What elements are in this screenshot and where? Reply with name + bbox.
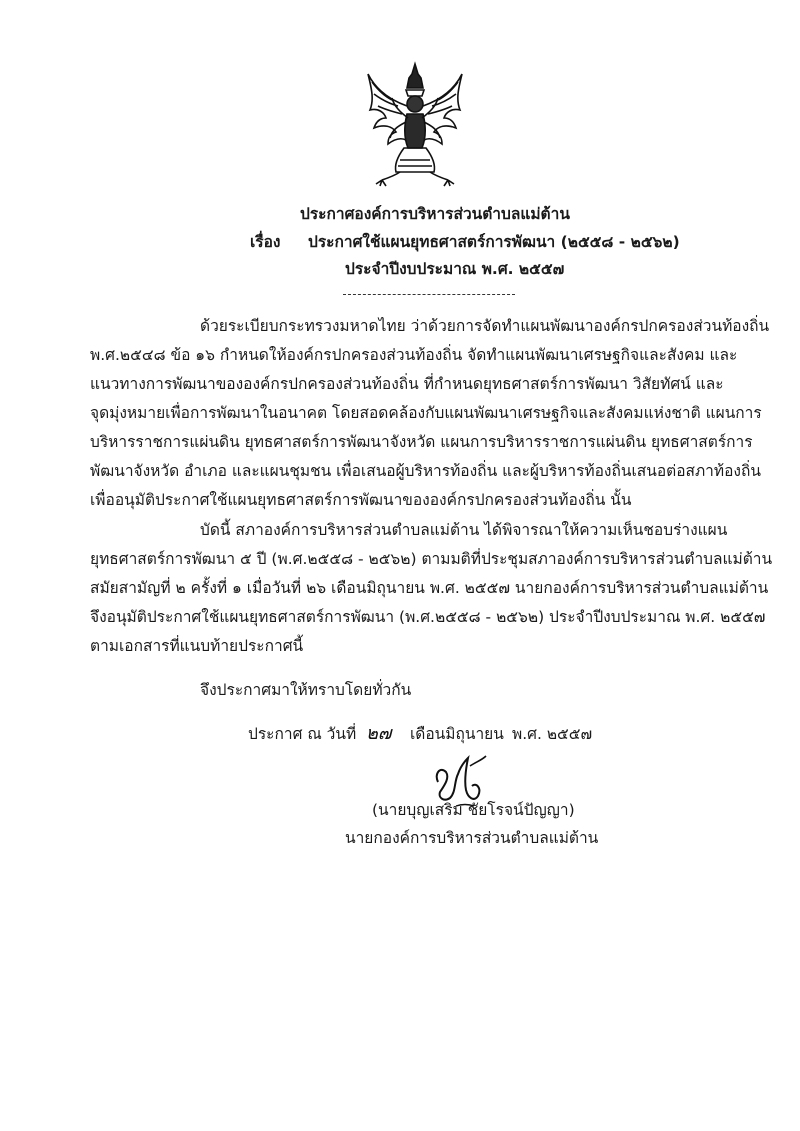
paragraph-line: สมัยสามัญที่ ๒ ครั้งที่ ๑ เมื่อวันที่ ๒๖ เดือนมิถุนายน พ.ศ. ๒๕๕๗ นายกองค์การบริหารส่วนตำบลแม่ต้าน (90, 579, 769, 597)
paragraph-line: ด้วยระเบียบกระทรวงมหาดไทย ว่าด้วยการจัดทำแผนพัฒนาองค์กรปกครองส่วนท้องถิ่น (200, 317, 770, 335)
announce-month: เดือนมิถุนายน (410, 725, 504, 743)
paragraph-line: จุดมุ่งหมายเพื่อการพัฒนาในอนาคต โดยสอดคล้องกับแผนพัฒนาเศรษฐกิจและสังคมแห่งชาติ แผนการ (90, 404, 762, 422)
paragraph-line: ตามเอกสารที่แนบท้ายประกาศนี้ (90, 637, 304, 655)
paragraph-line: แนวทางการพัฒนาขององค์กรปกครองส่วนท้องถิ่น ที่กำหนดยุทธศาสตร์การพัฒนา วิสัยทัศน์ และ (90, 375, 724, 393)
announce-date-prefix: ประกาศ ณ วันที่ (248, 725, 357, 743)
announce-day-handwritten: ๒๗ (366, 723, 392, 744)
paragraph-line: เพื่ออนุมัติประกาศใช้แผนยุทธศาสตร์การพัฒนาขององค์กรปกครองส่วนท้องถิ่น นั้น (90, 491, 632, 509)
announce-year: พ.ศ. ๒๕๕๗ (512, 725, 593, 743)
subject-label: เรื่อง (250, 233, 281, 251)
signer-position: นายกองค์การบริหารส่วนตำบลแม่ต้าน (345, 829, 599, 847)
paragraph-line: บริหารราชการแผ่นดิน ยุทธศาสตร์การพัฒนาจังหวัด แผนการบริหารราชการแผ่นดิน ยุทธศาสตร์การ (90, 433, 753, 451)
paragraph-line: ยุทธศาสตร์การพัฒนา ๕ ปี (พ.ศ.๒๕๕๘ - ๒๕๖๒) ตามมติที่ประชุมสภาองค์การบริหารส่วนตำบลแม่ต้าน (90, 550, 773, 568)
document-title: ประกาศองค์การบริหารส่วนตำบลแม่ต้าน (300, 205, 570, 223)
garuda-emblem-icon (360, 60, 470, 188)
paragraph-line: บัดนี้ สภาองค์การบริหารส่วนตำบลแม่ต้าน ได้พิจารณาให้ความเห็นชอบร่างแผน (200, 521, 728, 539)
paragraph-line: พ.ศ.๒๕๔๘ ข้อ ๑๖ กำหนดให้องค์กรปกครองส่วนท้องถิ่น จัดทำแผนพัฒนาเศรษฐกิจและสังคม และ (90, 346, 738, 364)
fiscal-year: ประจำปีงบประมาณ พ.ศ. ๒๕๕๗ (345, 260, 565, 278)
title-separator (343, 294, 515, 295)
paragraph-1 (90, 312, 770, 515)
paragraph-line: จึงอนุมัติประกาศใช้แผนยุทธศาสตร์การพัฒนา (พ.ศ.๒๕๕๘ - ๒๕๖๒) ประจำปีงบประมาณ พ.ศ. ๒๕๕๗ (90, 608, 766, 626)
signer-name: (นายบุญเสริม ชัยโรจน์ปัญญา) (372, 801, 575, 819)
paragraph-line: พัฒนาจังหวัด อำเภอ และแผนชุมชน เพื่อเสนอผู้บริหารท้องถิ่น และผู้บริหารท้องถิ่นเสนอต่อสภาท้องถิ่น (90, 462, 761, 480)
paragraph-2 (90, 516, 773, 661)
subject-text: ประกาศใช้แผนยุทธศาสตร์การพัฒนา (๒๕๕๘ - ๒๕๖๒) (308, 233, 680, 251)
closing-statement: จึงประกาศมาให้ทราบโดยทั่วกัน (200, 681, 412, 699)
